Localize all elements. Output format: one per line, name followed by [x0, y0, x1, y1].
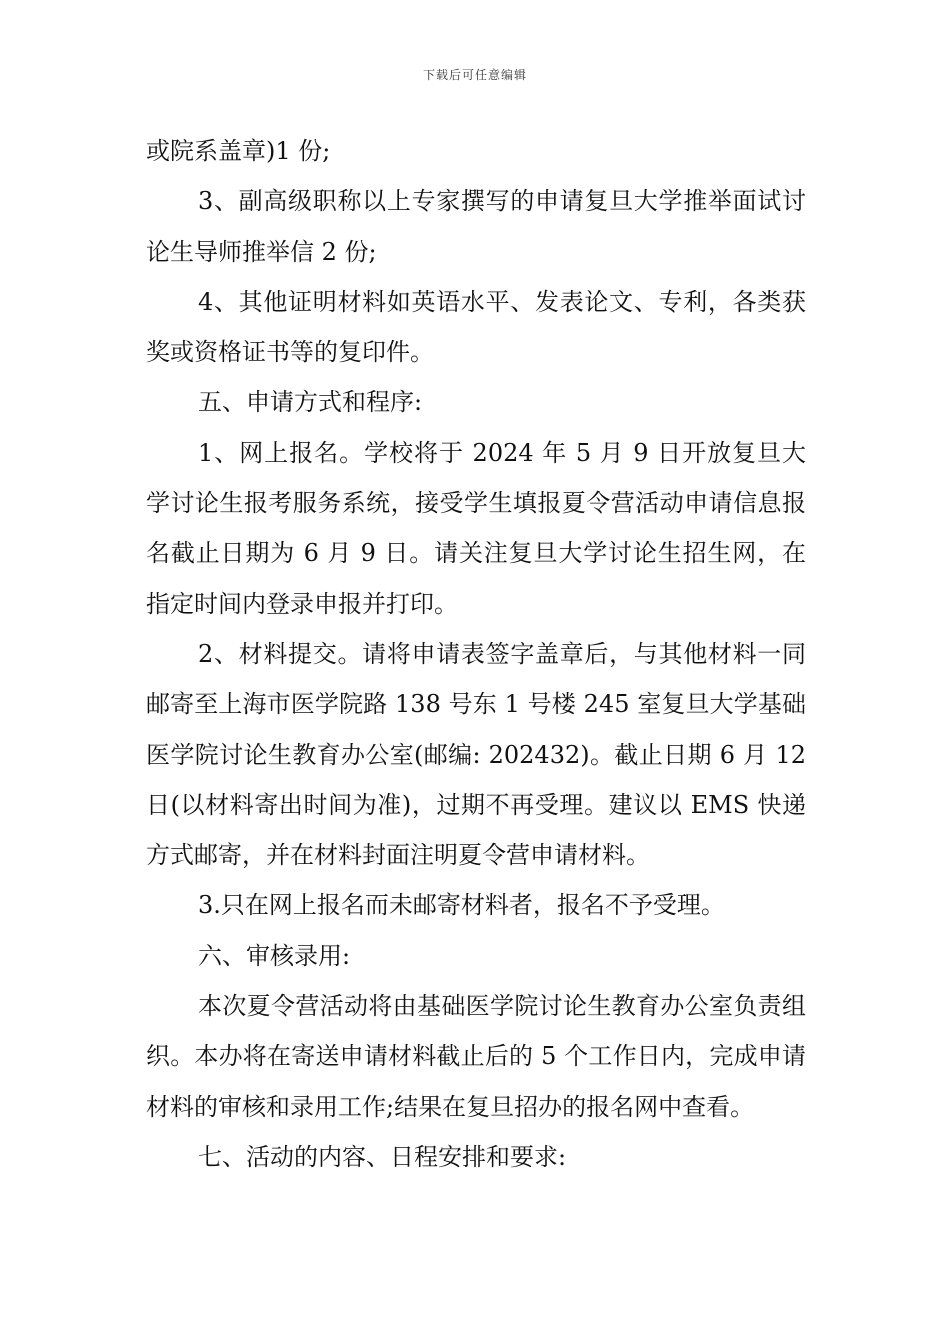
paragraph-recommendation-letters: 3、副高级职称以上专家撰写的申请复旦大学推举面试讨论生导师推举信 2 份; [146, 187, 806, 266]
document-body [146, 126, 806, 1182]
page-header: 下载后可任意编辑 [422, 68, 527, 82]
section-heading-application: 五、申请方式和程序: [198, 388, 423, 417]
section-heading-activities: 七、活动的内容、日程安排和要求: [198, 1142, 567, 1171]
paragraph-material-stamp: 或院系盖章)1 份; [146, 137, 331, 165]
paragraph-registration-note: 3.只在网上报名而未邮寄材料者，报名不予受理。 [198, 891, 725, 920]
section-heading-review: 六、审核录用: [198, 941, 351, 970]
paragraph-other-certificates: 4、其他证明材料如英语水平、发表论文、专利，各类获奖或资格证书等的复印件。 [146, 287, 806, 367]
paragraph-material-submission: 2、材料提交。请将申请表签字盖章后，与其他材料一同邮寄至上海市医学院路 138 号东 1 号楼 245 室复旦大学基础医学院讨论生教育办公室(邮编: 202432)。截止日期 6 月 12 日(以材料寄出时间为准)，过期不再受理。建议以 EMS 快递方式邮寄，并在材料封面注明夏令营申请材料。 [146, 639, 806, 870]
paragraph-review-process: 本次夏令营活动将由基础医学院讨论生教育办公室负责组织。本办将在寄送申请材料截止后的 5 个工作日内，完成申请材料的审核和录用工作;结果在复旦招办的报名网中查看。 [146, 992, 806, 1121]
paragraph-online-registration: 1、网上报名。学校将于 2024 年 5 月 9 日开放复旦大学讨论生报考服务系统，接受学生填报夏令营活动申请信息报名截止日期为 6 月 9 日。请关注复旦大学讨论生招生网，在指定时间内登录申报并打印。 [146, 438, 806, 618]
